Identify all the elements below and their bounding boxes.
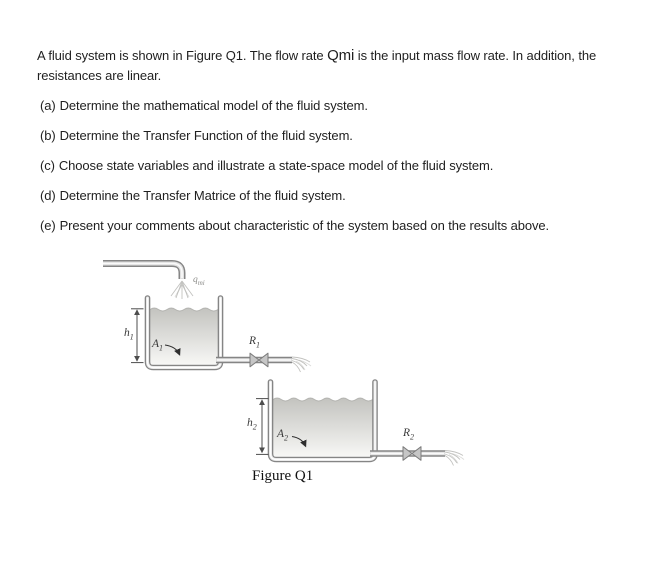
label-a1: $A_1$ [152,338,164,353]
item-a-text: Determine the mathematical model of the fluid system. [59,98,368,113]
label-r1: $R_1$ [249,335,261,350]
inlet-pipe [103,264,182,280]
intro-qmi-term: Qmi [327,47,355,64]
tank1-water [150,308,218,365]
question-item-d [40,187,640,205]
item-d-label: (d) [40,188,56,203]
valve-r2-icon [403,447,421,461]
item-d-text: Determine the Transfer Matrice of the fluid system. [59,188,346,203]
label-a2: $A_2$ [277,428,289,443]
intro-before-q: A fluid system is shown in Figure Q1. The flow rate [37,48,328,63]
intro-after-q: is the input mass flow rate. In addition, the [354,48,597,63]
item-a-label: (a) [40,98,56,113]
item-b-text: Determine the Transfer Function of the fluid system. [59,128,353,143]
label-qmi: $q_{mi}$ [193,275,205,287]
valve-r1-icon [250,353,268,367]
question-item-c [40,157,640,175]
inlet-flow-spray-icon [171,281,193,299]
h2-dimension-line [256,399,269,455]
tank2-outflow-spray-icon [445,451,464,466]
label-r2: $R_2$ [403,427,415,442]
question-item-a [40,97,640,115]
intro-line2: resistances are linear. [37,68,162,83]
item-e-text: Present your comments about characteristic of the system based on the results above. [59,218,550,233]
item-b-label: (b) [40,128,56,143]
question-item-e [40,217,640,235]
problem-intro [37,46,637,86]
item-c-text: Choose state variables and illustrate a state-space model of the fluid system. [58,158,494,173]
tank1-outflow-spray-icon [292,357,311,372]
item-e-label: (e) [40,218,56,233]
fluid-system-diagram [95,250,485,495]
question-item-b [40,127,640,145]
figure-caption: Figure Q1 [252,468,314,484]
item-c-label: (c) [40,158,55,173]
label-h1: $h_1$ [124,327,134,342]
label-h2: $h_2$ [247,417,257,432]
